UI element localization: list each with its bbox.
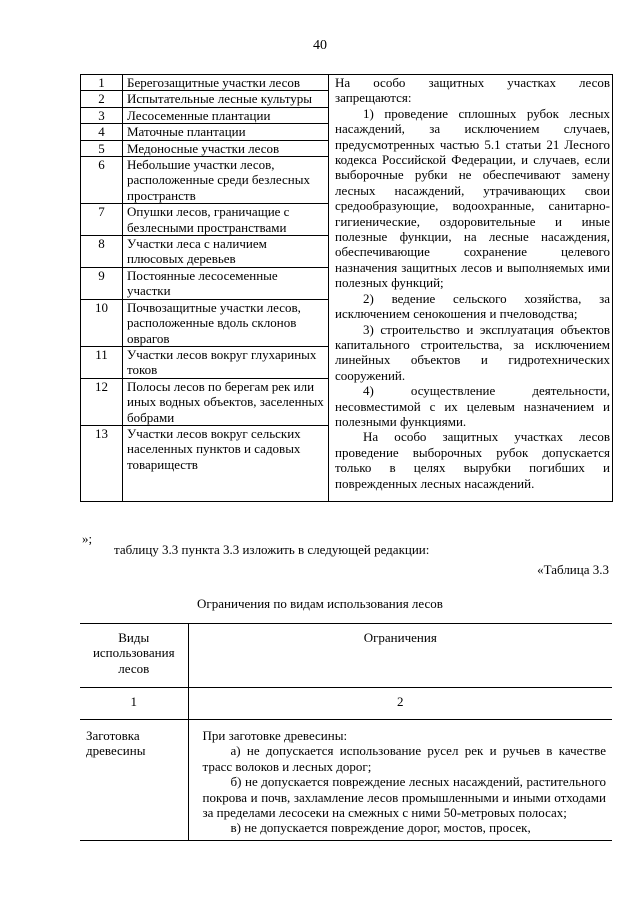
row-number: 5 [81,140,123,156]
area-name: Опушки лесов, граничащие с безлесными пространствами [123,204,329,236]
usage-type: Заготовка древесины [80,720,188,841]
restriction-text: На особо защитных участках лесов запрещаются: [335,75,610,106]
area-name: Постоянные лесосеменные участки [123,267,329,299]
row-number: 1 [81,75,123,91]
table-label: «Таблица 3.3 [537,562,609,577]
row-number: 10 [81,299,123,346]
restriction-text: 2) ведение сельского хозяйства, за исключением сенокошения и пчеловодства; [335,290,610,322]
area-name: Почвозащитные участки лесов, расположенные вдоль склонов оврагов [123,299,329,346]
table-row [81,75,613,91]
row-number: 3 [81,107,123,123]
restriction-text: в) не допускается повреждение дорог, мостов, просек, [230,820,531,836]
restriction-text: 1) проведение сплошных рубок лесных насаждений, за исключением случаев, предусмотренных частью 5.1 статьи 21 Лесного кодекса Российской Федерации, и случаев, если выборочные рубки не обеспечивают замену лесных насаждений, утрачивающих свои средообразующие, водоохранные, санитарно-гигиенические, оздоровительные и иные полезные функции, на лесные насаждения, обеспечивающие сохранение целевого назначения защитных лесов и выполняемых ими полезных функций; [335,105,610,291]
column-header-restrictions: Ограничения [188,624,612,688]
restriction-text: На особо защитных участках лесов проведение выборочных рубок допускается только в целях вырубки погибших и поврежденных лесных насаждений. [335,429,610,491]
closing-quote: »; [82,531,93,546]
area-name: Участки леса с наличием плюсовых деревьев [123,236,329,268]
restrictions-cell [329,75,613,502]
area-name: Небольшие участки лесов, расположенные среди безлесных пространств [123,157,329,204]
row-number: 4 [81,124,123,140]
area-name: Берегозащитные участки лесов [123,75,329,91]
area-name: Медоносные участки лесов [123,140,329,156]
row-number: 9 [81,267,123,299]
restrictions-cell [188,720,612,841]
table-caption: Ограничения по видам использования лесов [197,596,443,611]
row-number: 13 [81,425,123,501]
header-row [80,624,612,688]
restriction-text: а) не допускается использование русел рек и ручьев в качестве трасс волоков и лесных дорог; [202,743,606,774]
row-number: 6 [81,157,123,204]
protective-areas-table [80,74,613,502]
restriction-text: При заготовке древесины: [202,728,348,743]
restriction-text: 4) осуществление деятельности, несовместимой с их целевым назначением и полезными функциями. [335,383,610,429]
area-name: Лесосеменные плантации [123,107,329,123]
column-number: 2 [188,688,612,720]
restriction-text: 3) строительство и эксплуатация объектов капитального строительства, за исключением линейных объектов и гидротехнических сооружений. [335,321,610,383]
amendment-instruction: таблицу 3.3 пункта 3.3 изложить в следующей редакции: [114,542,430,557]
column-number: 1 [80,688,188,720]
page-number: 40 [313,38,327,53]
row-number: 7 [81,204,123,236]
area-name: Маточные плантации [123,124,329,140]
row-number: 8 [81,236,123,268]
area-name: Участки лесов вокруг глухариных токов [123,346,329,378]
column-number-row [80,688,612,720]
usage-restrictions-table [80,623,612,841]
row-number: 2 [81,91,123,107]
row-number: 11 [81,346,123,378]
row-number: 12 [81,378,123,425]
column-header-uses: Виды использования лесов [80,624,188,688]
area-name: Участки лесов вокруг сельских населенных пунктов и садовых товариществ [123,425,329,501]
area-name: Испытательные лесные культуры [123,91,329,107]
area-name: Полосы лесов по берегам рек или иных водных объектов, заселенных бобрами [123,378,329,425]
table-row [80,720,612,841]
restriction-text: б) не допускается повреждение лесных насаждений, растительного покрова и почв, захламление лесов промышленными и иными отходами за пределами лесосеки на смежных с ними 50-метровых полосах; [202,774,606,821]
